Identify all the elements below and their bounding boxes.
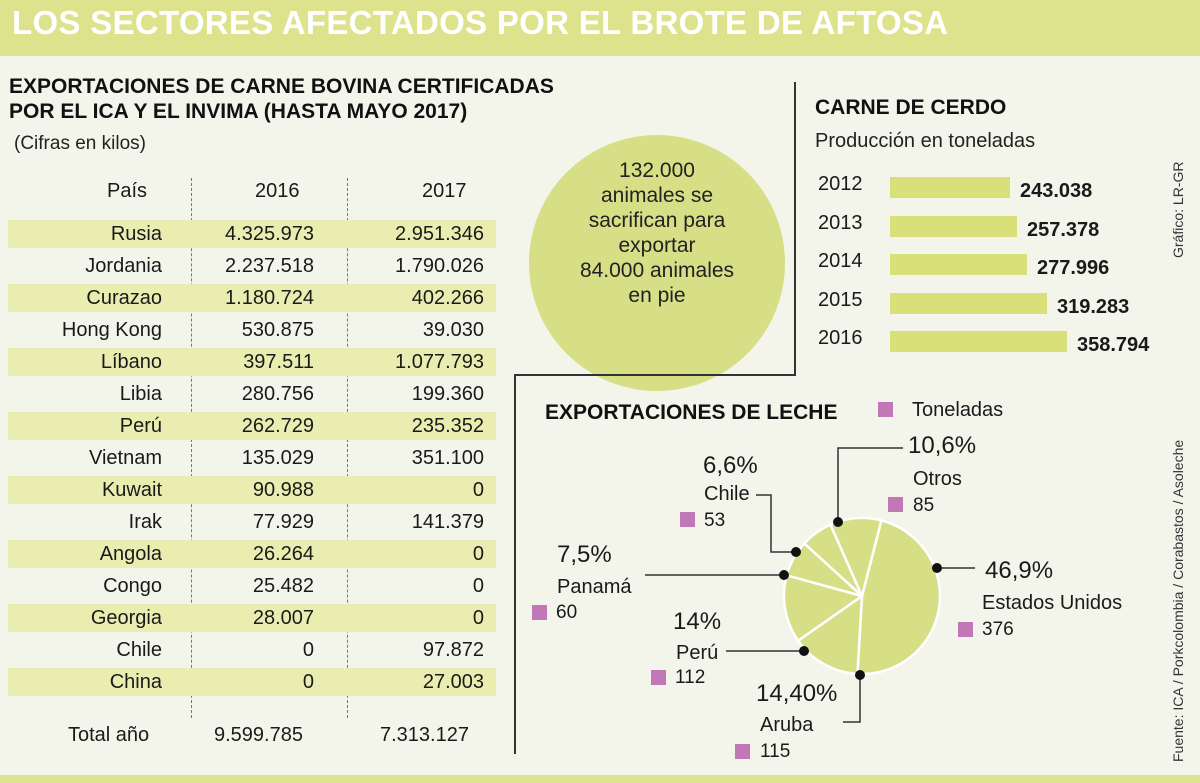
section-divider [794,82,796,374]
value-2017-cell: 0 [472,607,484,629]
page-title: LOS SECTORES AFECTADOS POR EL BROTE DE AFTOSA [12,4,949,41]
value-2017-cell: 1.790.026 [395,255,484,277]
table-row [8,476,496,504]
value-2016-cell: 77.929 [252,511,314,533]
pie-name-label: Panamá [557,576,632,598]
country-cell: Georgia [90,607,162,629]
table-row [8,604,496,632]
value-2016-cell: 280.756 [241,383,314,405]
country-cell: Curazao [86,287,162,309]
value-2016-cell: 26.264 [252,543,314,565]
pie-percent-label: 10,6% [908,432,977,459]
table-row [8,220,496,248]
total-2017: 7.313.127 [380,724,469,746]
table-row [8,444,496,472]
pork-value-label: 277.996 [1037,257,1110,279]
circle-line: exportar [618,234,696,257]
leader-dot [855,670,865,680]
table-row [8,508,496,536]
pie-slice [784,575,862,640]
value-2017-cell: 199.360 [411,383,484,405]
pie-slice [830,518,881,596]
value-2017-cell: 0 [472,575,484,597]
circle-line: sacrifican para [588,209,726,232]
total-2016: 9.599.785 [214,724,303,746]
value-2017-cell: 27.003 [422,671,484,693]
pie-value-label: 115 [760,741,791,762]
pie-value-label: 53 [704,510,726,531]
pork-year-label: 2015 [818,288,863,311]
country-cell: Vietnam [88,447,162,469]
value-2017-cell: 1.077.793 [395,351,484,373]
beef-title-line1: EXPORTACIONES DE CARNE BOVINA CERTIFICADAS [9,75,554,98]
pie-name-label: Aruba [760,714,814,736]
value-2016-cell: 0 [302,671,314,693]
pie-value-swatch [888,497,903,512]
circle-line: 132.000 [619,159,695,182]
country-cell: Libia [119,383,162,405]
animals-circle [529,135,785,391]
pie-slice [804,525,862,596]
value-2017-cell: 2.951.346 [395,223,484,245]
pie-slice [787,543,862,596]
value-2016-cell: 530.875 [241,319,314,341]
circle-line: animales se [600,184,714,207]
value-2016-cell: 397.511 [243,351,314,373]
pork-value-label: 358.794 [1077,334,1150,356]
table-row [8,252,496,280]
country-cell: Kuwait [101,479,162,501]
pork-bar [890,216,1017,237]
table-row [8,412,496,440]
pork-year-label: 2014 [818,250,863,272]
source-text: Fuente: ICA / Porkcolombia / Corabastos / Asoleche [1170,439,1186,762]
pork-year-label: 2016 [818,327,863,349]
pie-value-swatch [532,605,547,620]
table-row [8,316,496,344]
country-cell: Rusia [110,223,162,245]
country-cell: China [109,671,162,693]
pork-title: CARNE DE CERDO [815,96,1007,119]
pork-bar [890,177,1010,198]
pie-value-label: 112 [675,667,706,688]
leader-line [756,495,796,552]
table-row [8,348,496,376]
pie-slice [857,520,940,674]
country-cell: Angola [99,543,162,565]
pie-value-swatch [680,512,695,527]
leader-dot [833,517,843,527]
pie-value-label: 85 [913,495,935,516]
pie-value-swatch [735,744,750,759]
milk-title: EXPORTACIONES DE LECHE [545,401,838,424]
value-2016-cell: 0 [302,639,314,661]
pie-name-label: Estados Unidos [982,592,1123,614]
country-cell: Hong Kong [61,319,162,341]
country-cell: Perú [119,415,162,437]
beef-title-line2: POR EL ICA Y EL INVIMA (HASTA MAYO 2017) [9,100,468,123]
leader-dot [779,570,789,580]
section-divider [514,374,796,376]
table-row [8,572,496,600]
table-row [8,540,496,568]
table-row [8,636,496,664]
pie-value-label: 60 [556,602,578,623]
value-2016-cell: 262.729 [241,415,314,437]
value-2016-cell: 28.007 [252,607,314,629]
table-row [8,668,496,696]
pork-year-label: 2012 [818,173,863,195]
col-header-2017: 2017 [422,180,467,202]
pork-subtitle: Producción en toneladas [815,130,1036,152]
section-divider [514,374,516,754]
value-2017-cell: 141.379 [411,511,484,533]
value-2016-cell: 135.029 [241,447,314,469]
value-2016-cell: 25.482 [252,575,314,597]
pork-value-label: 257.378 [1027,218,1100,241]
pie-value-label: 376 [982,619,1014,640]
country-cell: Jordania [85,255,162,277]
pie-slice [798,596,862,674]
country-cell: Chile [116,639,162,661]
pork-bar [890,331,1067,352]
col-header-2016: 2016 [255,180,300,202]
value-2016-cell: 2.237.518 [225,255,314,277]
col-header-country: País [107,180,148,202]
pie-percent-label: 6,6% [703,452,758,479]
table-row [8,380,496,408]
pie-value-swatch [651,670,666,685]
value-2016-cell: 4.325.973 [225,223,314,245]
pie-percent-label: 14% [673,608,722,635]
title-bar [0,0,1200,56]
leader-dot [932,563,942,573]
pork-year-label: 2013 [818,211,863,234]
country-cell: Congo [103,575,162,597]
legend-label: Toneladas [912,399,1004,421]
country-cell: Irak [128,511,162,533]
pie-value-swatch [958,622,973,637]
value-2017-cell: 97.872 [422,639,484,661]
beef-units-note: (Cifras en kilos) [14,133,146,154]
pork-bar [890,293,1047,314]
value-2017-cell: 0 [472,479,484,501]
pork-bar [890,254,1027,275]
value-2017-cell: 0 [472,543,484,565]
pork-value-label: 319.283 [1057,295,1130,318]
leader-line [843,675,860,722]
legend-swatch [878,402,893,417]
pie-name-label: Otros [913,468,962,490]
value-2017-cell: 351.100 [411,447,484,469]
value-2017-cell: 402.266 [411,287,484,309]
leader-dot [791,547,801,557]
leader-dot [799,646,809,656]
country-cell: Líbano [100,351,162,373]
value-2016-cell: 1.180.724 [225,287,314,309]
bottom-bar [0,775,1200,783]
total-label: Total año [68,724,150,746]
circle-line: en pie [628,284,686,307]
pork-value-label: 243.038 [1020,180,1093,202]
pie-percent-label: 14,40% [756,680,838,707]
circle-line: 84.000 animales [579,259,735,282]
value-2017-cell: 235.352 [411,415,484,437]
value-2017-cell: 39.030 [422,319,484,341]
pie-name-label: Chile [704,483,750,505]
table-row [8,284,496,312]
credit-text: Gráfico: LR-GR [1170,161,1186,258]
pie-percent-label: 7,5% [557,541,612,568]
value-2016-cell: 90.988 [252,479,314,501]
pie-name-label: Perú [676,642,719,664]
pie-percent-label: 46,9% [985,557,1054,584]
